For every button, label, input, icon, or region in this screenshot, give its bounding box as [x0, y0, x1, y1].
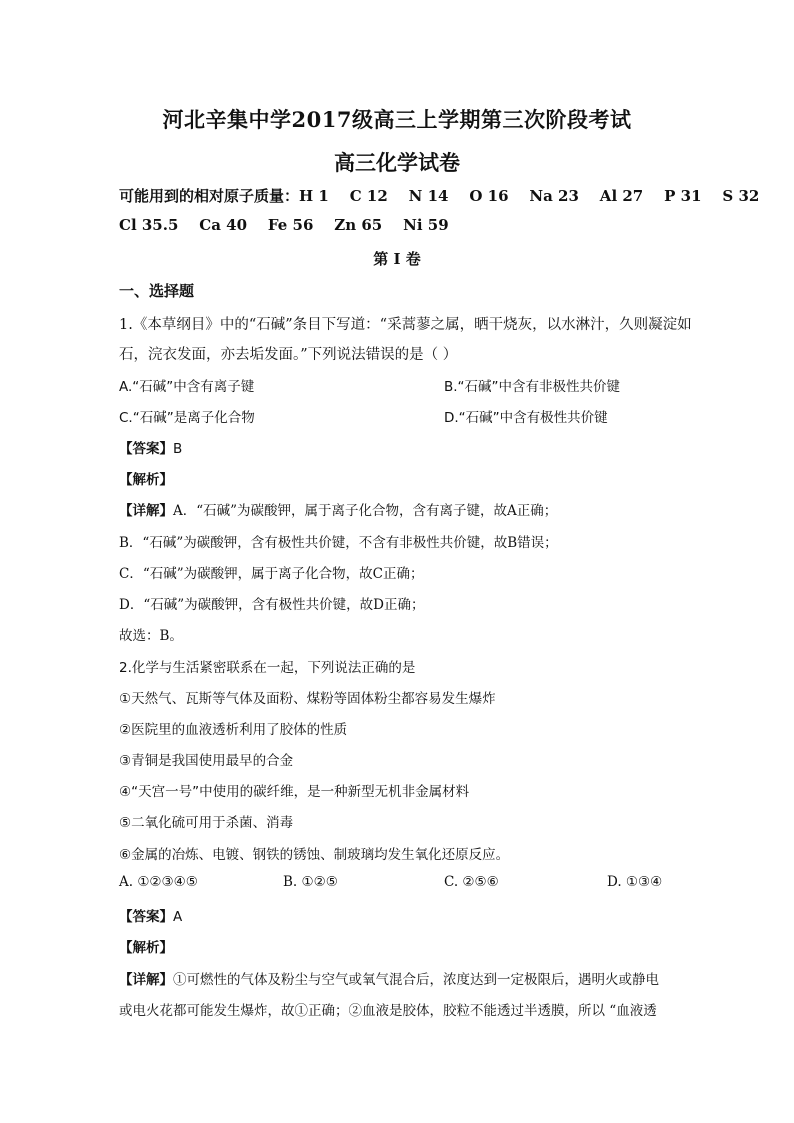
q1-detail-a-text: A．“石碱”为碳酸钾，属于离子化合物，含有离子键，故A正确； [173, 503, 558, 519]
section-heading: 一、选择题 [119, 282, 195, 300]
q2-detail-line-2: 或电火花都可能发生爆炸，故①正确；②血液是胶体，胶粒不能透过半透膜，所以 “血液透 [119, 1003, 657, 1019]
q2-answer [119, 905, 182, 925]
q2-stem: 2.化学与生活紧密联系在一起，下列说法正确的是 [119, 660, 416, 676]
q1-analysis-label: 【解析】 [119, 472, 173, 488]
exam-subtitle: 高三化学试卷 [334, 150, 460, 175]
q2-analysis-label: 【解析】 [119, 940, 173, 956]
volume-heading: 第 I 卷 [373, 250, 421, 268]
q2-item-6: ⑥金属的冶炼、电镀、钢铁的锈蚀、制玻璃均发生氧化还原反应。 [119, 847, 510, 863]
q2-item-5: ⑤二氧化硫可用于杀菌、消毒 [119, 815, 294, 831]
q1-answer [119, 437, 182, 457]
q2-option-a: A. ①②③④⑤ [119, 874, 198, 890]
q1-stem-line-1: 1.《本草纲目》中的“石碱”条目下写道：“采蒿蓼之属，晒干烧灰，以水淋汁，久则凝淀如 [119, 317, 692, 333]
q1-detail-c: C．“石碱”为碳酸钾，属于离子化合物，故C正确； [119, 566, 424, 582]
exam-title: 河北辛集中学2017级高三上学期第三次阶段考试 [162, 107, 632, 132]
q1-detail-b: B．“石碱”为碳酸钾，含有极性共价键，不含有非极性共价键，故B错误； [119, 535, 558, 551]
detail-label: 【详解】 [119, 972, 173, 988]
atomic-mass-line-1: 可能用到的相对原子质量：H 1 C 12 N 14 O 16 Na 23 Al 27 P 31 S 32 [119, 187, 760, 205]
q1-option-a: A.“石碱”中含有离子键 [119, 379, 255, 395]
q2-option-c: C. ②⑤⑥ [444, 874, 499, 890]
q1-detail-d: D．“石碱”为碳酸钾，含有极性共价键，故D正确； [119, 597, 425, 613]
q1-stem-line-2: 石，浣衣发面，亦去垢发面。”下列说法错误的是（ ） [119, 347, 458, 363]
q2-item-4: ④“天宫一号”中使用的碳纤维，是一种新型无机非金属材料 [119, 784, 470, 800]
answer-label: 【答案】 [119, 441, 173, 457]
answer-label: 【答案】 [119, 909, 173, 925]
q1-detail-a [119, 499, 557, 519]
detail-label: 【详解】 [119, 503, 173, 519]
q2-item-2: ②医院里的血液透析利用了胶体的性质 [119, 722, 348, 738]
q1-option-c: C.“石碱”是离子化合物 [119, 410, 255, 426]
q2-detail-line-1-text: ①可燃性的气体及粉尘与空气或氧气混合后，浓度达到一定极限后，遇明火或静电 [173, 972, 659, 988]
q2-detail-line-1 [119, 968, 659, 988]
atomic-mass-line-2: Cl 35.5 Ca 40 Fe 56 Zn 65 Ni 59 [119, 216, 449, 234]
q2-item-1: ①天然气、瓦斯等气体及面粉、煤粉等固体粉尘都容易发生爆炸 [119, 691, 496, 707]
q1-option-d: D.“石碱”中含有极性共价键 [444, 410, 608, 426]
q1-option-b: B.“石碱”中含有非极性共价键 [444, 379, 621, 395]
q1-conclusion: 故选：B。 [119, 628, 183, 644]
q2-item-3: ③青铜是我国使用最早的合金 [119, 753, 294, 769]
q2-option-d: D. ①③④ [607, 874, 663, 890]
q2-answer-value: A [173, 909, 183, 925]
q2-option-b: B. ①②⑤ [283, 874, 338, 890]
q1-answer-value: B [173, 441, 183, 457]
